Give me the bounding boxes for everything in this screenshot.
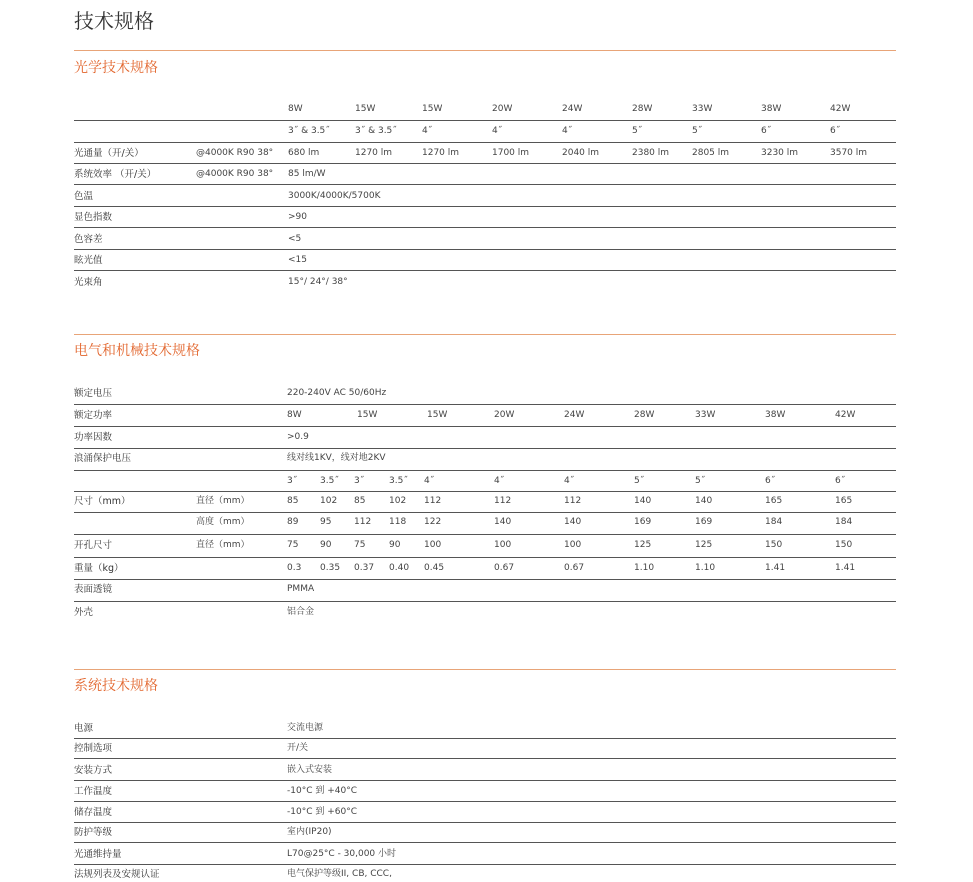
row-divider bbox=[74, 249, 896, 250]
row-divider bbox=[74, 470, 896, 471]
wattage-header: 8W bbox=[288, 104, 303, 114]
spec-value: 0.3 bbox=[287, 563, 302, 573]
spec-label: 额定功率 bbox=[74, 410, 113, 421]
spec-value: 3000K/4000K/5700K bbox=[288, 191, 381, 201]
spec-label: 安装方式 bbox=[74, 765, 113, 776]
spec-value: 220-240V AC 50/60Hz bbox=[287, 388, 387, 398]
spec-value: 嵌入式安装 bbox=[287, 765, 333, 775]
size-header: 6˝ bbox=[765, 476, 776, 486]
spec-value: 100 bbox=[564, 540, 582, 550]
row-divider bbox=[74, 270, 896, 271]
spec-value: 0.67 bbox=[494, 563, 515, 573]
row-divider bbox=[74, 491, 896, 492]
spec-value: 89 bbox=[287, 517, 299, 527]
spec-label: 尺寸（mm） bbox=[74, 496, 131, 507]
size-header: 4˝ bbox=[422, 126, 433, 136]
spec-value: 3570 lm bbox=[830, 148, 868, 158]
spec-value: 电气保护等级II, CB, CCC, bbox=[287, 869, 392, 879]
size-header: 6˝ bbox=[830, 126, 841, 136]
spec-value: 125 bbox=[634, 540, 652, 550]
spec-value: 118 bbox=[389, 517, 407, 527]
spec-label: 开孔尺寸 bbox=[74, 540, 113, 551]
spec-value: 3230 lm bbox=[761, 148, 799, 158]
spec-value: 开/关 bbox=[287, 743, 309, 753]
row-divider bbox=[74, 404, 896, 405]
spec-value: 85 bbox=[287, 496, 299, 506]
electrical-section-title: 电气和机械技术规格 bbox=[74, 343, 200, 359]
wattage-header: 24W bbox=[562, 104, 583, 114]
size-header: 4˝ bbox=[564, 476, 575, 486]
row-divider bbox=[74, 512, 896, 513]
row-divider bbox=[74, 864, 896, 865]
optical-section-title: 光学技术规格 bbox=[74, 60, 158, 76]
spec-label: 光通量（开/关） bbox=[74, 148, 144, 159]
spec-value: 8W bbox=[287, 410, 302, 420]
spec-sub-label: 高度（mm） bbox=[196, 517, 250, 527]
spec-value: 85 lm/W bbox=[288, 169, 326, 179]
spec-value: 140 bbox=[634, 496, 652, 506]
row-divider bbox=[74, 780, 896, 781]
spec-value: 1270 lm bbox=[355, 148, 393, 158]
spec-label: 电源 bbox=[74, 723, 94, 734]
spec-value: 112 bbox=[354, 517, 372, 527]
spec-value: 102 bbox=[320, 496, 338, 506]
spec-value: 15W bbox=[357, 410, 378, 420]
row-divider bbox=[74, 184, 896, 185]
spec-value: 75 bbox=[354, 540, 366, 550]
row-divider bbox=[74, 579, 896, 580]
row-divider bbox=[74, 142, 896, 143]
spec-value: 90 bbox=[320, 540, 332, 550]
spec-value: >0.9 bbox=[287, 432, 309, 442]
spec-value: 112 bbox=[564, 496, 582, 506]
spec-value: 室内(IP20) bbox=[287, 827, 332, 837]
row-divider bbox=[74, 738, 896, 739]
spec-value: -10°C 到 +40°C bbox=[287, 786, 357, 796]
section-divider bbox=[74, 50, 896, 51]
spec-value: >90 bbox=[288, 212, 307, 222]
wattage-header: 15W bbox=[422, 104, 443, 114]
size-header: 3˝ & 3.5˝ bbox=[288, 126, 330, 136]
spec-value: 0.35 bbox=[320, 563, 341, 573]
spec-label: 浪涌保护电压 bbox=[74, 453, 132, 464]
spec-value: 112 bbox=[494, 496, 512, 506]
row-divider bbox=[74, 758, 896, 759]
spec-value: 1.10 bbox=[634, 563, 655, 573]
size-header: 3˝ bbox=[354, 476, 365, 486]
spec-label: 系统效率 （开/关） bbox=[74, 169, 157, 180]
spec-value: PMMA bbox=[287, 584, 315, 594]
spec-label: 眩光值 bbox=[74, 255, 103, 266]
size-header: 3.5˝ bbox=[320, 476, 339, 486]
spec-value: 15W bbox=[427, 410, 448, 420]
spec-value: <15 bbox=[288, 255, 307, 265]
spec-value: 680 lm bbox=[288, 148, 320, 158]
spec-value: 1.10 bbox=[695, 563, 716, 573]
spec-value: L70@25°C - 30,000 小时 bbox=[287, 849, 397, 859]
wattage-header: 33W bbox=[692, 104, 713, 114]
spec-value: 122 bbox=[424, 517, 442, 527]
spec-label: 显色指数 bbox=[74, 212, 113, 223]
spec-value: 1.41 bbox=[835, 563, 856, 573]
spec-value: 0.45 bbox=[424, 563, 445, 573]
spec-label: 外壳 bbox=[74, 607, 94, 618]
spec-value: 140 bbox=[695, 496, 713, 506]
spec-value: 95 bbox=[320, 517, 332, 527]
spec-label: 功率因数 bbox=[74, 432, 113, 443]
spec-value: 42W bbox=[835, 410, 856, 420]
spec-condition: @4000K R90 38° bbox=[196, 148, 274, 158]
spec-value: <5 bbox=[288, 234, 302, 244]
spec-value: 0.37 bbox=[354, 563, 375, 573]
spec-value: -10°C 到 +60°C bbox=[287, 807, 357, 817]
spec-value: 100 bbox=[424, 540, 442, 550]
row-divider bbox=[74, 601, 896, 602]
spec-value: 2040 lm bbox=[562, 148, 600, 158]
spec-value: 1270 lm bbox=[422, 148, 460, 158]
spec-value: 150 bbox=[835, 540, 853, 550]
spec-value: 2380 lm bbox=[632, 148, 670, 158]
spec-value: 15°/ 24°/ 38° bbox=[288, 277, 348, 287]
wattage-header: 42W bbox=[830, 104, 851, 114]
spec-value: 184 bbox=[835, 517, 853, 527]
wattage-header: 20W bbox=[492, 104, 513, 114]
spec-value: 38W bbox=[765, 410, 786, 420]
spec-value: 交流电源 bbox=[287, 723, 324, 733]
spec-value: 85 bbox=[354, 496, 366, 506]
spec-sub-label: 直径（mm） bbox=[196, 496, 250, 506]
spec-value: 140 bbox=[564, 517, 582, 527]
system-section-title: 系统技术规格 bbox=[74, 678, 158, 694]
size-header: 5˝ bbox=[692, 126, 703, 136]
spec-value: 100 bbox=[494, 540, 512, 550]
row-divider bbox=[74, 426, 896, 427]
size-header: 6˝ bbox=[761, 126, 772, 136]
spec-label: 防护等级 bbox=[74, 827, 113, 838]
row-divider bbox=[74, 557, 896, 558]
spec-value: 169 bbox=[634, 517, 652, 527]
row-divider bbox=[74, 822, 896, 823]
spec-value: 102 bbox=[389, 496, 407, 506]
spec-label: 储存温度 bbox=[74, 807, 113, 818]
size-header: 3˝ bbox=[287, 476, 298, 486]
spec-label: 色温 bbox=[74, 191, 94, 202]
spec-value: 184 bbox=[765, 517, 783, 527]
spec-value: 28W bbox=[634, 410, 655, 420]
spec-condition: @4000K R90 38° bbox=[196, 169, 274, 179]
size-header: 4˝ bbox=[562, 126, 573, 136]
spec-value: 140 bbox=[494, 517, 512, 527]
wattage-header: 15W bbox=[355, 104, 376, 114]
size-header: 4˝ bbox=[492, 126, 503, 136]
spec-label: 色容差 bbox=[74, 234, 103, 245]
row-divider bbox=[74, 448, 896, 449]
spec-value: 165 bbox=[835, 496, 853, 506]
spec-value: 75 bbox=[287, 540, 299, 550]
spec-value: 线对线1KV，线对地2KV bbox=[287, 453, 386, 463]
size-header: 3.5˝ bbox=[389, 476, 408, 486]
spec-value: 150 bbox=[765, 540, 783, 550]
size-header: 6˝ bbox=[835, 476, 846, 486]
spec-label: 法规列表及安规认证 bbox=[74, 869, 160, 880]
page-title: 技术规格 bbox=[74, 9, 154, 33]
row-divider bbox=[74, 842, 896, 843]
spec-value: 0.67 bbox=[564, 563, 585, 573]
spec-value: 24W bbox=[564, 410, 585, 420]
section-divider bbox=[74, 334, 896, 335]
spec-label: 工作温度 bbox=[74, 786, 113, 797]
size-header: 5˝ bbox=[634, 476, 645, 486]
spec-label: 光通维持量 bbox=[74, 849, 122, 860]
spec-value: 1700 lm bbox=[492, 148, 530, 158]
size-header: 5˝ bbox=[632, 126, 643, 136]
spec-value: 33W bbox=[695, 410, 716, 420]
spec-label: 重量（kg） bbox=[74, 563, 124, 574]
row-divider bbox=[74, 206, 896, 207]
spec-value: 169 bbox=[695, 517, 713, 527]
size-header: 3˝ & 3.5˝ bbox=[355, 126, 397, 136]
row-divider bbox=[74, 801, 896, 802]
spec-label: 额定电压 bbox=[74, 388, 113, 399]
spec-sub-label: 直径（mm） bbox=[196, 540, 250, 550]
spec-value: 20W bbox=[494, 410, 515, 420]
spec-value: 铝合金 bbox=[287, 607, 315, 617]
size-header: 4˝ bbox=[424, 476, 435, 486]
spec-label: 表面透镜 bbox=[74, 584, 113, 595]
spec-value: 165 bbox=[765, 496, 783, 506]
spec-value: 90 bbox=[389, 540, 401, 550]
row-divider bbox=[74, 163, 896, 164]
wattage-header: 28W bbox=[632, 104, 653, 114]
section-divider bbox=[74, 669, 896, 670]
row-divider bbox=[74, 534, 896, 535]
row-divider bbox=[74, 120, 896, 121]
spec-label: 控制选项 bbox=[74, 743, 113, 754]
row-divider bbox=[74, 227, 896, 228]
spec-value: 0.40 bbox=[389, 563, 410, 573]
size-header: 4˝ bbox=[494, 476, 505, 486]
spec-label: 光束角 bbox=[74, 277, 103, 288]
spec-value: 2805 lm bbox=[692, 148, 730, 158]
spec-value: 125 bbox=[695, 540, 713, 550]
wattage-header: 38W bbox=[761, 104, 782, 114]
spec-value: 1.41 bbox=[765, 563, 786, 573]
spec-value: 112 bbox=[424, 496, 442, 506]
size-header: 5˝ bbox=[695, 476, 706, 486]
